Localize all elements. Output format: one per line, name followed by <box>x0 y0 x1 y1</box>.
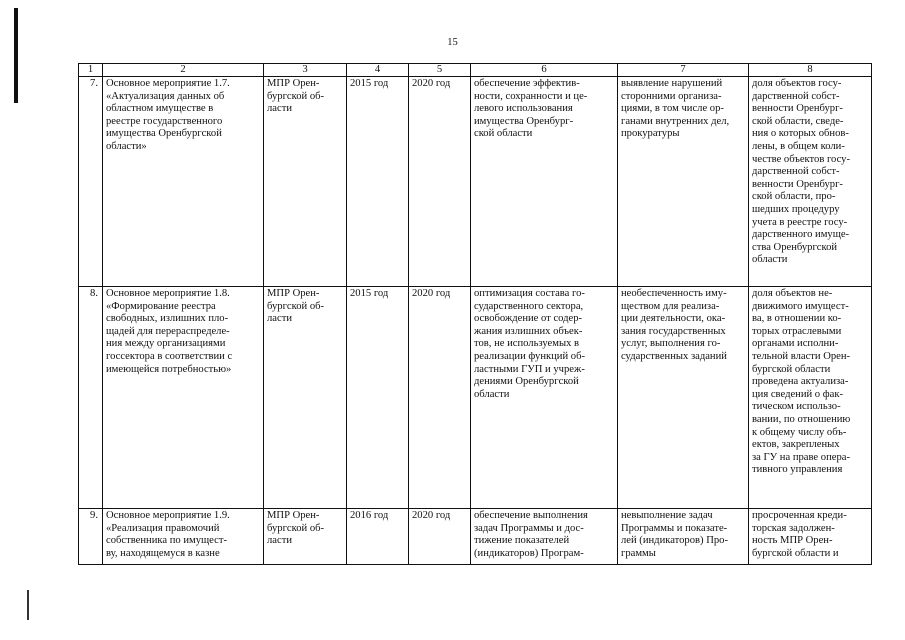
row-number: 7. <box>79 77 103 287</box>
consequences-cell: невыполнение задач Программы и показате- лей (индикаторов) Про- граммы <box>618 509 749 565</box>
expected-result-cell: обеспечение выполнения задач Программы и дос- тижение показателей (индикаторов) Програм- <box>471 509 618 565</box>
column-header: 8 <box>749 64 872 77</box>
column-header: 3 <box>264 64 347 77</box>
page-binding-mark <box>14 8 18 103</box>
row-number: 9. <box>79 509 103 565</box>
row-number: 8. <box>79 287 103 509</box>
table-header-row <box>79 64 872 77</box>
consequences-cell: выявление нарушений сторонними организа- циями, в том числе ор- ганами внутренних дел, прокуратуры <box>618 77 749 287</box>
column-header: 7 <box>618 64 749 77</box>
table-row <box>79 287 872 509</box>
page-number: 15 <box>447 37 458 48</box>
start-year-cell: 2015 год <box>347 77 409 287</box>
column-header: 6 <box>471 64 618 77</box>
executor-cell: МПР Орен- бургской об- ласти <box>264 287 347 509</box>
column-header: 1 <box>79 64 103 77</box>
expected-result-cell: оптимизация состава го- сударственного сектора, освобождение от содер- жания излишних объек- тов, не используемых в реализации функций об- ластными ГУП и учреж- дениями Оренбургской области <box>471 287 618 509</box>
start-year-cell: 2015 год <box>347 287 409 509</box>
column-header: 4 <box>347 64 409 77</box>
end-year-cell: 2020 год <box>409 509 471 565</box>
end-year-cell: 2020 год <box>409 287 471 509</box>
program-events-table <box>78 63 872 565</box>
table-row <box>79 509 872 565</box>
indicator-cell: доля объектов госу- дарственной собст- венности Оренбург- ской области, сведе- ния о которых обнов- лены, в общем коли- честве объектов госу- дарственной собст- венности Оренбург- ской области, про- шедших процедуру учета в реестре госу- дарственного имуще- ства Оренбургской области <box>749 77 872 287</box>
event-name-cell: Основное мероприятие 1.9. «Реализация правомочий собственника по имущест- ву, находящемуся в казне <box>103 509 264 565</box>
end-year-cell: 2020 год <box>409 77 471 287</box>
column-header: 5 <box>409 64 471 77</box>
indicator-cell: просроченная креди- торская задолжен- ность МПР Орен- бургской области и <box>749 509 872 565</box>
event-name-cell: Основное мероприятие 1.8. «Формирование реестра свободных, излишних пло- щадей для перераспределе- ния между организациями госсектора в соответствии с имеющейся потребностью» <box>103 287 264 509</box>
column-header: 2 <box>103 64 264 77</box>
expected-result-cell: обеспечение эффектив- ности, сохранности и це- левого использования имущества Оренбург- ской области <box>471 77 618 287</box>
indicator-cell: доля объектов не- движимого имущест- ва, в отношении ко- торых отраслевыми органами исполни- тельной власти Орен- бургской области проведена актуализа- ция сведений о фак- тическом использо- вании, по отношению к общему числу объ- ектов, закрепленых за ГУ на праве опера- тивного управления <box>749 287 872 509</box>
event-name-cell: Основное мероприятие 1.7. «Актуализация данных об областном имуществе в реестре государственного имущества Оренбургской области» <box>103 77 264 287</box>
table-row <box>79 77 872 287</box>
executor-cell: МПР Орен- бургской об- ласти <box>264 77 347 287</box>
executor-cell: МПР Орен- бургской об- ласти <box>264 509 347 565</box>
consequences-cell: необеспеченность иму- ществом для реализа- ции деятельности, ока- зания государственных услуг, выполнения го- сударственных заданий <box>618 287 749 509</box>
page-binding-mark-lower <box>27 590 29 620</box>
start-year-cell: 2016 год <box>347 509 409 565</box>
